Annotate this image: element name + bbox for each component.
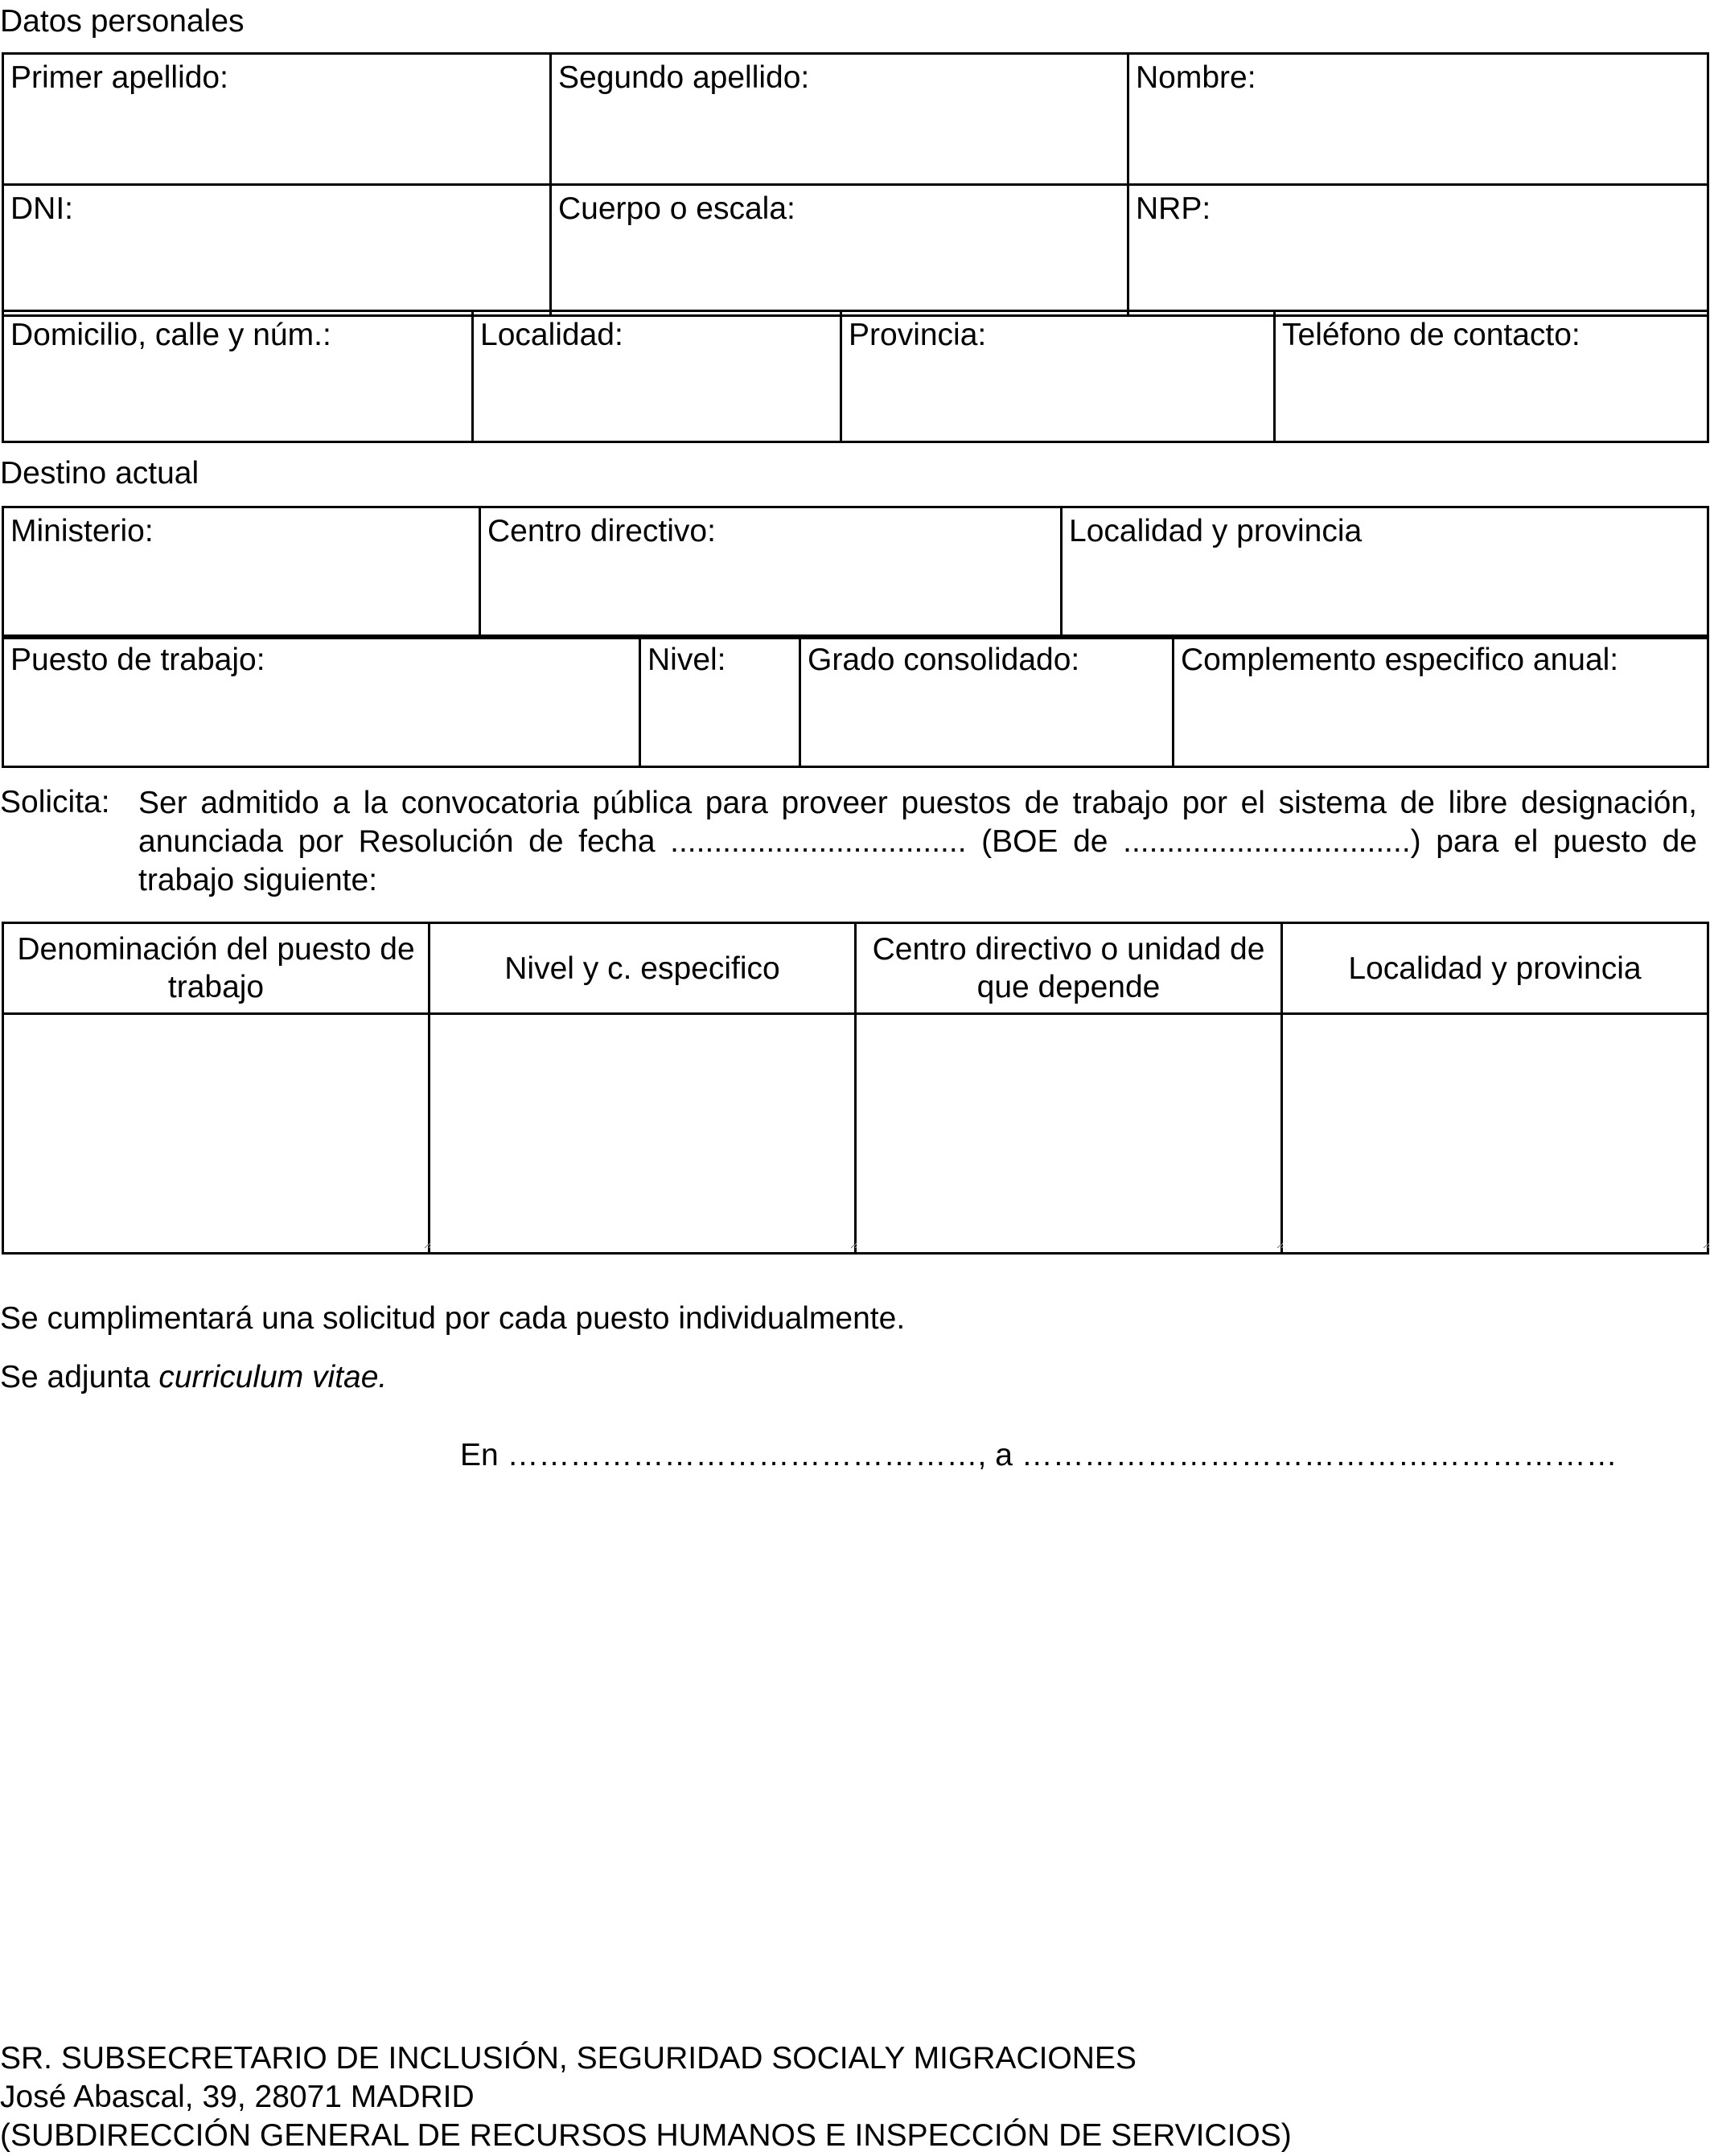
footer-addressee: SR. SUBSECRETARIO DE INCLUSIÓN, SEGURIDAD SOCIALY MIGRACIONES <box>0 2041 1137 2076</box>
section-title-datos-personales: Datos personales <box>0 4 245 39</box>
nivel-cell <box>640 636 800 767</box>
note-curriculum-italic: curriculum vitae. <box>158 1360 388 1394</box>
domicilio-cell <box>3 311 473 442</box>
provincia-cell <box>841 311 1275 442</box>
note-curriculum-prefix: Se adjunta <box>0 1360 159 1394</box>
nombre-cell <box>1128 54 1708 185</box>
puesto-trabajo-cell <box>3 636 640 767</box>
grado-consolidado-field[interactable] <box>808 680 1165 736</box>
puesto-solicitado-table <box>2 922 1709 1255</box>
complemento-especifico-field[interactable] <box>1181 680 1700 736</box>
grado-consolidado-cell <box>800 636 1174 767</box>
destino-table-2 <box>2 634 1709 768</box>
telefono-label: Teléfono de contacto: <box>1282 318 1581 352</box>
destino-table-1 <box>2 506 1709 639</box>
centro-directivo-value-cell[interactable] <box>856 1014 1282 1254</box>
nombre-field[interactable] <box>1136 97 1700 154</box>
nivel-field[interactable] <box>647 680 792 736</box>
header-nivel-especifico: Nivel y c. especifico <box>430 923 856 1014</box>
centro-directivo-cell <box>480 507 1062 639</box>
localidad-field[interactable] <box>480 355 833 411</box>
personal-data-table-2 <box>2 310 1709 443</box>
localidad-provincia-cell <box>1062 507 1708 639</box>
nrp-label: NRP: <box>1136 191 1211 226</box>
section-title-destino-actual: Destino actual <box>0 456 199 491</box>
puesto-trabajo-field[interactable] <box>10 680 632 736</box>
localidad-provincia-label: Localidad y provincia <box>1069 514 1363 548</box>
nivel-especifico-field[interactable] <box>430 1008 857 1249</box>
nrp-field[interactable] <box>1136 228 1700 285</box>
domicilio-label: Domicilio, calle y núm.: <box>10 318 331 352</box>
dni-cell <box>3 185 551 316</box>
nrp-cell <box>1128 185 1708 316</box>
primer-apellido-cell <box>3 54 551 185</box>
provincia-label: Provincia: <box>849 318 987 352</box>
localidad-provincia-value-cell[interactable] <box>1282 1014 1708 1254</box>
localidad-cell <box>473 311 841 442</box>
denominacion-value-cell[interactable] <box>3 1014 430 1254</box>
cuerpo-cell <box>551 185 1128 316</box>
segundo-apellido-field[interactable] <box>558 97 1120 154</box>
nivel-label: Nivel: <box>647 643 726 677</box>
centro-directivo-label: Centro directivo: <box>487 514 716 548</box>
header-denominacion: Denominación del puesto de trabajo <box>3 923 430 1014</box>
place-date-line: En ………………………………………, a ………………………………………………… <box>460 1438 1618 1472</box>
localidad-label: Localidad: <box>480 318 623 352</box>
centro-directivo-unidad-field[interactable] <box>857 1008 1284 1249</box>
note-una-solicitud: Se cumplimentará una solicitud por cada puesto individualmente. <box>0 1301 906 1336</box>
footer-address: José Abascal, 39, 28071 MADRID <box>0 2080 475 2114</box>
solicita-text: Ser admitido a la convocatoria pública para proveer puestos de trabajo por el sistema de libre designación, anunciada por Resolución de fecha .................................. (BOE de .................................) para el puesto de trabajo siguiente: <box>138 786 1697 897</box>
dni-field[interactable] <box>10 228 543 285</box>
segundo-apellido-label: Segundo apellido: <box>558 60 810 95</box>
primer-apellido-label: Primer apellido: <box>10 60 228 95</box>
cuerpo-field[interactable] <box>558 228 1120 285</box>
puesto-localidad-provincia-field[interactable] <box>1283 1008 1710 1249</box>
header-localidad-provincia: Localidad y provincia <box>1282 923 1708 1014</box>
nombre-label: Nombre: <box>1136 60 1256 95</box>
primer-apellido-field[interactable] <box>10 97 543 154</box>
provincia-field[interactable] <box>849 355 1267 411</box>
localidad-provincia-field[interactable] <box>1069 551 1700 607</box>
complemento-especifico-cell <box>1174 636 1708 767</box>
personal-data-table-1 <box>2 52 1709 317</box>
cuerpo-label: Cuerpo o escala: <box>558 191 795 226</box>
centro-directivo-field[interactable] <box>487 551 1054 607</box>
footer-subdireccion: (SUBDIRECCIÓN GENERAL DE RECURSOS HUMANOS E INSPECCIÓN DE SERVICIOS) <box>0 2118 1292 2153</box>
complemento-especifico-label: Complemento especifico anual: <box>1181 643 1619 677</box>
ministerio-cell <box>3 507 480 639</box>
puesto-trabajo-label: Puesto de trabajo: <box>10 643 265 677</box>
ministerio-label: Ministerio: <box>10 514 154 548</box>
header-centro-directivo: Centro directivo o unidad de que depende <box>856 923 1282 1014</box>
telefono-field[interactable] <box>1282 355 1700 411</box>
nivel-especifico-value-cell[interactable] <box>430 1014 856 1254</box>
note-curriculum <box>0 1359 387 1397</box>
domicilio-field[interactable] <box>10 355 465 411</box>
denominacion-field[interactable] <box>4 1008 431 1249</box>
dni-label: DNI: <box>10 191 73 226</box>
ministerio-field[interactable] <box>10 551 472 607</box>
telefono-cell <box>1275 311 1708 442</box>
solicita-label: Solicita: <box>0 785 110 819</box>
grado-consolidado-label: Grado consolidado: <box>808 643 1080 677</box>
segundo-apellido-cell <box>551 54 1128 185</box>
